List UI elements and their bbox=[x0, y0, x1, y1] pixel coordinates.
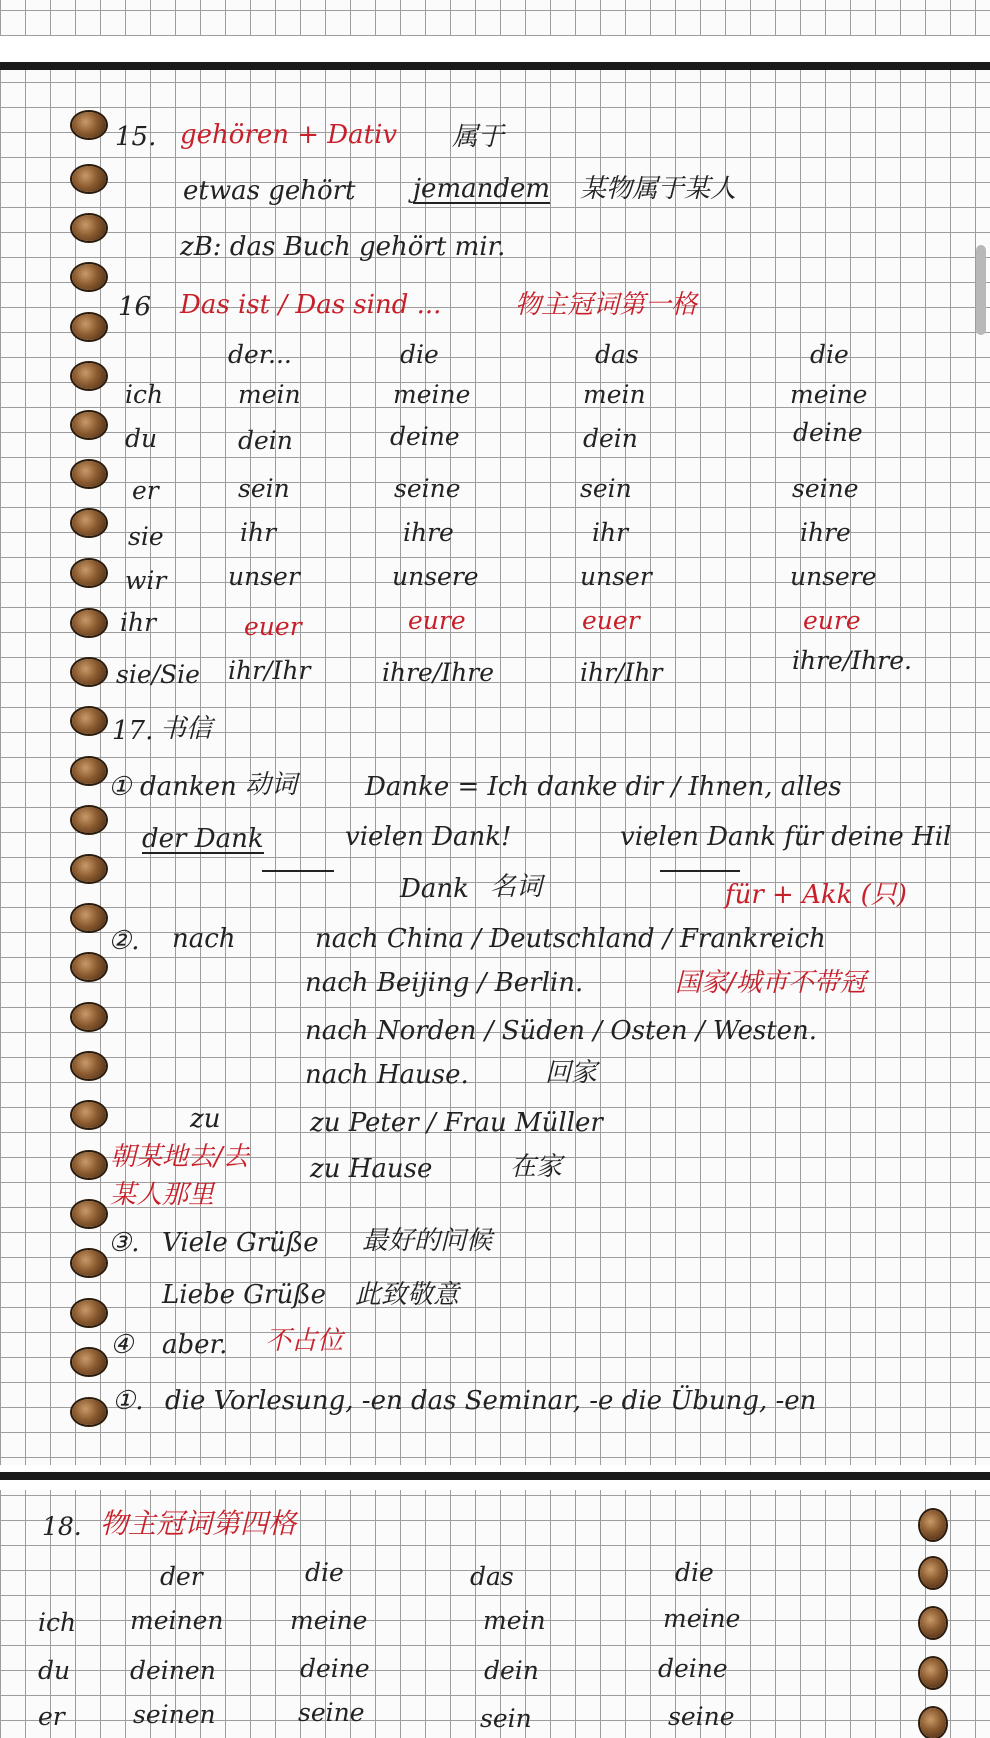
binding-hole bbox=[72, 1300, 106, 1326]
binding-hole bbox=[72, 758, 106, 784]
binding-hole bbox=[72, 510, 106, 536]
binding-hole bbox=[72, 1152, 106, 1178]
table-cell: sein bbox=[580, 474, 632, 503]
binding-hole bbox=[72, 215, 106, 241]
note-red-cn: 朝某地去/去 bbox=[110, 1142, 249, 1172]
table-header: die bbox=[675, 1558, 714, 1587]
pronoun: du bbox=[38, 1656, 71, 1685]
note-line: vielen Dank für deine Hil bbox=[620, 822, 952, 852]
arrow-line bbox=[262, 870, 334, 872]
binding-hole bbox=[72, 905, 106, 931]
binding-hole bbox=[920, 1608, 946, 1638]
table-header: der... bbox=[228, 340, 292, 369]
note-line: Danke = Ich danke dir / Ihnen, alles bbox=[365, 772, 842, 802]
section-title-cn: 属于 bbox=[452, 122, 505, 152]
pronoun: du bbox=[125, 424, 158, 453]
table-header: die bbox=[810, 340, 849, 369]
binding-hole bbox=[72, 954, 106, 980]
table-cell: ihre bbox=[800, 518, 851, 547]
binding-hole bbox=[72, 412, 106, 438]
binding-hole bbox=[920, 1558, 946, 1588]
table-cell: mein bbox=[238, 380, 301, 409]
notebook-page-main bbox=[0, 70, 990, 1465]
table-cell: seinen bbox=[133, 1700, 216, 1729]
table-cell: deinen bbox=[130, 1656, 216, 1685]
binding-hole bbox=[72, 1250, 106, 1276]
pronoun: ich bbox=[125, 380, 164, 409]
note-line: zu Peter / Frau Müller bbox=[310, 1108, 603, 1138]
section-number: 18. bbox=[42, 1512, 82, 1541]
table-cell: meine bbox=[663, 1604, 741, 1633]
pronoun: er bbox=[38, 1702, 65, 1731]
table-cell: ihr/Ihr bbox=[580, 658, 663, 687]
note-underlined-word: jemandem bbox=[413, 174, 551, 204]
table-cell: eure bbox=[408, 606, 466, 635]
table-cell: ihre/Ihre. bbox=[792, 646, 912, 675]
table-header: die bbox=[400, 340, 439, 369]
binding-hole bbox=[72, 461, 106, 487]
table-cell: ihr bbox=[592, 518, 629, 547]
section-title-cn: 物主冠词第四格 bbox=[100, 1507, 297, 1540]
table-cell: meine bbox=[290, 1606, 368, 1635]
note-red-cn: 不占位 bbox=[265, 1326, 344, 1356]
table-cell: euer bbox=[582, 606, 640, 635]
table-header: das bbox=[470, 1562, 514, 1591]
item-marker: ②. bbox=[108, 926, 140, 956]
table-cell: ihre bbox=[403, 518, 454, 547]
note-word: Dank bbox=[400, 874, 469, 904]
scrollbar-thumb[interactable] bbox=[976, 245, 986, 335]
binding-hole bbox=[72, 264, 106, 290]
note-cn: 此致敬意 bbox=[355, 1280, 460, 1310]
table-cell: meine bbox=[393, 380, 471, 409]
note-line: nach Hause. bbox=[305, 1060, 469, 1090]
table-cell: ihre/Ihre bbox=[382, 658, 494, 687]
table-cell: dein bbox=[238, 426, 293, 455]
previous-page-fragment bbox=[0, 0, 990, 36]
table-cell: euer bbox=[244, 612, 302, 641]
section-title-cn: 物主冠词第一格 bbox=[515, 290, 698, 320]
note-cn: 名词 bbox=[490, 872, 543, 902]
table-header: die bbox=[305, 1558, 344, 1587]
binding-hole bbox=[920, 1708, 946, 1738]
note-word: aber. bbox=[162, 1330, 228, 1360]
table-cell: dein bbox=[583, 424, 638, 453]
pronoun: sie/Sie bbox=[116, 660, 200, 689]
note-word: danken bbox=[140, 772, 237, 802]
table-header: das bbox=[595, 340, 639, 369]
note-cn: 最好的问候 bbox=[362, 1226, 493, 1256]
binding-hole bbox=[72, 314, 106, 340]
table-cell: meine bbox=[790, 380, 868, 409]
table-cell: deine bbox=[390, 422, 460, 451]
note-cn: 动词 bbox=[245, 770, 298, 800]
table-cell: deine bbox=[300, 1654, 370, 1683]
binding-hole bbox=[72, 1004, 106, 1030]
binding-hole bbox=[72, 112, 106, 138]
page-divider bbox=[0, 1472, 990, 1480]
pronoun: wir bbox=[125, 566, 167, 595]
arrow-line bbox=[660, 870, 740, 872]
binding-hole bbox=[72, 1349, 106, 1375]
binding-hole bbox=[72, 659, 106, 685]
table-cell: seine bbox=[394, 474, 461, 503]
table-cell: eure bbox=[803, 606, 861, 635]
binding-hole bbox=[72, 1102, 106, 1128]
note-line: die Vorlesung, -en das Seminar, -e die Übung, -en bbox=[165, 1386, 817, 1416]
table-cell: seine bbox=[298, 1698, 365, 1727]
item-marker: ③. bbox=[108, 1228, 140, 1258]
table-cell: seine bbox=[668, 1702, 735, 1731]
note-line: etwas gehört bbox=[183, 176, 356, 206]
section-number: 16 bbox=[118, 292, 152, 322]
table-header: der bbox=[160, 1562, 203, 1591]
section-title-cn: 书信 bbox=[160, 714, 213, 744]
binding-hole bbox=[72, 1201, 106, 1227]
binding-hole bbox=[920, 1658, 946, 1688]
example-line: zB: das Buch gehört mir. bbox=[180, 232, 506, 262]
table-cell: deine bbox=[793, 418, 863, 447]
note-line: Liebe Grüße bbox=[162, 1280, 326, 1310]
note-word: nach bbox=[172, 924, 236, 954]
note-line: vielen Dank! bbox=[345, 822, 512, 852]
binding-hole bbox=[72, 166, 106, 192]
binding-hole bbox=[72, 1399, 106, 1425]
binding-hole bbox=[72, 363, 106, 389]
section-title: gehören + Dativ bbox=[180, 120, 398, 150]
section-number: 17. bbox=[112, 716, 154, 746]
note-line: nach Beijing / Berlin. bbox=[305, 968, 584, 998]
section-number: 15. bbox=[115, 122, 157, 152]
note-cn: 某物属于某人 bbox=[580, 174, 737, 204]
page-divider bbox=[0, 62, 990, 70]
table-cell: unsere bbox=[392, 562, 479, 591]
note-red-cn: 国家/城市不带冠 bbox=[675, 968, 866, 998]
table-cell: seine bbox=[792, 474, 859, 503]
note-underlined-word: der Dank bbox=[142, 824, 264, 854]
binding-hole bbox=[72, 1053, 106, 1079]
note-cn: 回家 bbox=[545, 1058, 598, 1088]
table-cell: mein bbox=[583, 380, 646, 409]
pronoun: sie bbox=[128, 522, 164, 551]
pronoun: er bbox=[132, 476, 159, 505]
pronoun: ich bbox=[38, 1608, 77, 1637]
binding-hole bbox=[72, 610, 106, 636]
item-marker: ① bbox=[108, 772, 132, 802]
binding-hole bbox=[72, 807, 106, 833]
item-marker: ④ bbox=[110, 1330, 134, 1360]
table-cell: dein bbox=[484, 1656, 539, 1685]
note-line: zu Hause bbox=[310, 1154, 433, 1184]
table-cell: unser bbox=[228, 562, 300, 591]
pronoun: ihr bbox=[120, 608, 157, 637]
note-word: zu bbox=[190, 1104, 221, 1134]
note-red: für + Akk (只) bbox=[725, 880, 907, 910]
note-line: nach Norden / Süden / Osten / Westen. bbox=[305, 1016, 818, 1046]
table-cell: deine bbox=[658, 1654, 728, 1683]
table-cell: sein bbox=[238, 474, 290, 503]
table-cell: unsere bbox=[790, 562, 877, 591]
binding-hole bbox=[72, 560, 106, 586]
section-title: Das ist / Das sind ... bbox=[180, 290, 442, 320]
notebook-page-next bbox=[0, 1490, 990, 1738]
note-line: nach China / Deutschland / Frankreich bbox=[315, 924, 826, 954]
binding-hole bbox=[72, 856, 106, 882]
table-cell: ihr bbox=[240, 518, 277, 547]
table-cell: mein bbox=[483, 1606, 546, 1635]
table-cell: sein bbox=[480, 1704, 532, 1733]
binding-hole bbox=[72, 708, 106, 734]
item-marker: ①. bbox=[112, 1386, 144, 1416]
note-line: Viele Grüße bbox=[162, 1228, 319, 1258]
note-cn: 在家 bbox=[510, 1152, 563, 1182]
binding-hole bbox=[920, 1510, 946, 1540]
table-cell: meinen bbox=[130, 1606, 224, 1635]
note-red-cn: 某人那里 bbox=[110, 1180, 215, 1210]
table-cell: ihr/Ihr bbox=[228, 656, 311, 685]
table-cell: unser bbox=[580, 562, 652, 591]
